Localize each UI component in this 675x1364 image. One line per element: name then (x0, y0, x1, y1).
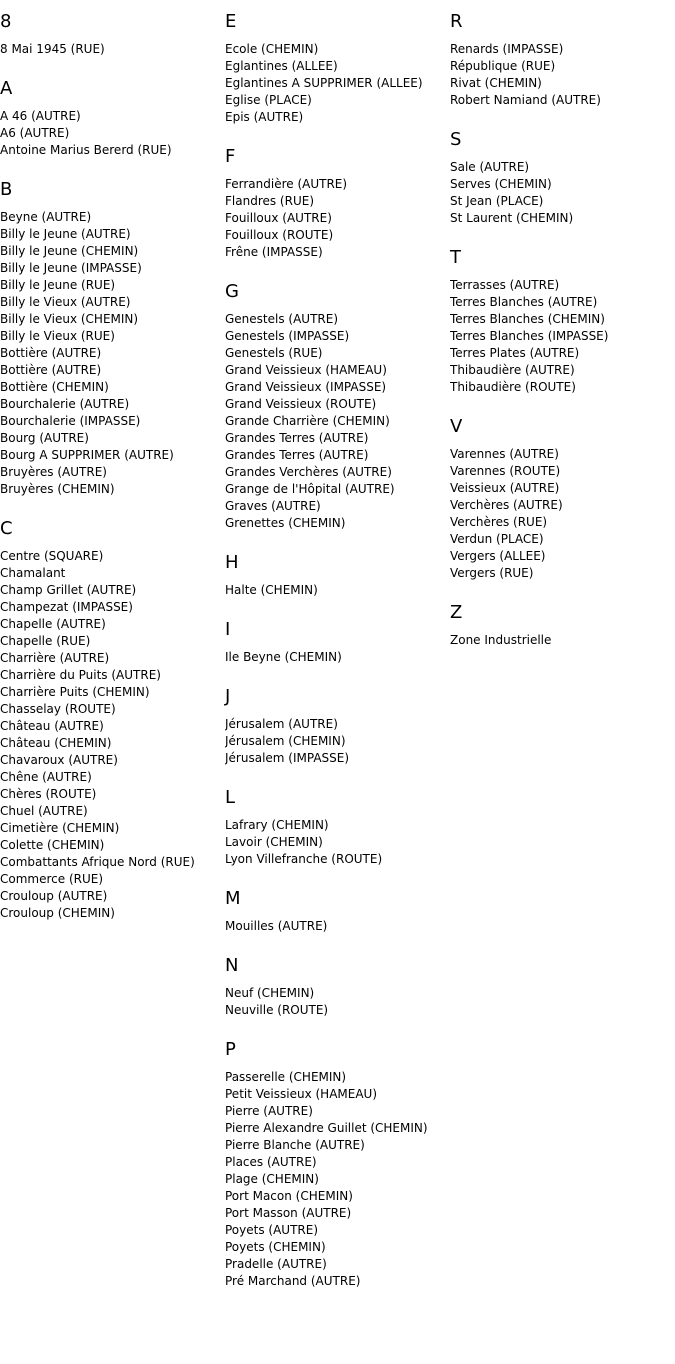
street-link[interactable]: Port Masson (AUTRE) (225, 1206, 352, 1220)
street-link[interactable]: Petit Veissieux (HAMEAU) (225, 1087, 378, 1101)
street-link[interactable]: Eglantines A SUPPRIMER (ALLEE) (225, 76, 423, 90)
street-link[interactable]: Poyets (AUTRE) (225, 1223, 319, 1237)
street-link[interactable]: Chasselay (ROUTE) (0, 702, 116, 716)
street-list-item (225, 176, 450, 193)
letter-section (225, 146, 450, 261)
section-letter-heading: J (225, 686, 231, 707)
street-link[interactable]: Thibaudière (AUTRE) (450, 363, 575, 377)
street-link[interactable]: Bourg A SUPPRIMER (AUTRE) (0, 448, 174, 462)
street-link[interactable]: Lafrary (CHEMIN) (225, 818, 329, 832)
section-letter-heading: E (225, 11, 237, 32)
letter-section (225, 281, 450, 532)
street-link[interactable]: Chamalant (0, 566, 66, 580)
street-link[interactable]: Halte (CHEMIN) (225, 583, 318, 597)
street-link[interactable]: Sale (AUTRE) (450, 160, 530, 174)
street-list-item (225, 649, 450, 666)
street-list-item (0, 633, 225, 650)
street-list (225, 311, 450, 532)
street-link[interactable]: Grand Veissieux (HAMEAU) (225, 363, 387, 377)
street-list (225, 41, 450, 126)
letter-section (0, 78, 225, 159)
section-letter-heading: L (225, 787, 236, 808)
street-link[interactable]: Combattants Afrique Nord (RUE) (0, 855, 195, 869)
street-link[interactable]: Beyne (AUTRE) (0, 210, 92, 224)
street-link[interactable]: Pierre Alexandre Guillet (CHEMIN) (225, 1121, 428, 1135)
street-list-item (450, 548, 675, 565)
street-link[interactable]: Colette (CHEMIN) (0, 838, 105, 852)
street-list-item (225, 834, 450, 851)
section-letter-heading: V (450, 416, 463, 437)
letter-section (225, 686, 450, 767)
street-list-item (0, 616, 225, 633)
section-letter-heading: H (225, 552, 239, 573)
street-index-column-2 (225, 0, 450, 1310)
street-list-item (225, 396, 450, 413)
street-list-item (450, 379, 675, 396)
street-list-item (0, 41, 225, 58)
street-list-item (225, 328, 450, 345)
street-link[interactable]: Zone Industrielle (450, 633, 552, 647)
street-list-item (225, 447, 450, 464)
street-link[interactable]: Billy le Vieux (CHEMIN) (0, 312, 139, 326)
street-list (450, 41, 675, 109)
street-list-item (450, 92, 675, 109)
street-list-item (225, 430, 450, 447)
street-link[interactable]: Lyon Villefranche (ROUTE) (225, 852, 383, 866)
street-link[interactable]: Bottière (AUTRE) (0, 346, 102, 360)
street-list-item (225, 362, 450, 379)
street-link[interactable]: Verdun (PLACE) (450, 532, 544, 546)
street-link[interactable]: Terres Blanches (AUTRE) (450, 295, 598, 309)
letter-section (225, 955, 450, 1019)
street-list-item (0, 752, 225, 769)
street-list (225, 985, 450, 1019)
street-list-item (0, 142, 225, 159)
street-list-item (225, 413, 450, 430)
street-list-item (450, 565, 675, 582)
street-list-item (225, 1256, 450, 1273)
street-index-column-3 (450, 0, 675, 669)
street-index-column-1 (0, 0, 225, 942)
street-link[interactable]: Port Macon (CHEMIN) (225, 1189, 353, 1203)
street-list-item (0, 226, 225, 243)
section-letter-heading: P (225, 1039, 236, 1060)
street-list-item (0, 311, 225, 328)
street-link[interactable]: Grand Veissieux (ROUTE) (225, 397, 377, 411)
street-list-item (0, 345, 225, 362)
street-list-item (0, 769, 225, 786)
street-list-item (450, 41, 675, 58)
street-list-item (225, 210, 450, 227)
section-letter-heading: F (225, 146, 236, 167)
street-link[interactable]: Ile Beyne (CHEMIN) (225, 650, 342, 664)
street-link[interactable]: Passerelle (CHEMIN) (225, 1070, 347, 1084)
street-list-item (450, 362, 675, 379)
street-list-item (0, 871, 225, 888)
street-link[interactable]: Cimetière (CHEMIN) (0, 821, 120, 835)
street-list-item (450, 446, 675, 463)
street-list-item (225, 1069, 450, 1086)
street-list-item (225, 227, 450, 244)
street-list-item (450, 497, 675, 514)
street-link[interactable]: Verchères (RUE) (450, 515, 548, 529)
street-link[interactable]: Grandes Verchères (AUTRE) (225, 465, 392, 479)
street-link[interactable]: Centre (SQUARE) (0, 549, 104, 563)
street-list (225, 817, 450, 868)
street-link[interactable]: Chavaroux (AUTRE) (0, 753, 118, 767)
letter-section (0, 518, 225, 922)
street-link[interactable]: Terres Blanches (CHEMIN) (450, 312, 605, 326)
street-list-item (225, 345, 450, 362)
street-link[interactable]: Billy le Jeune (IMPASSE) (0, 261, 142, 275)
street-link[interactable]: Fouilloux (ROUTE) (225, 228, 334, 242)
street-list-item (0, 548, 225, 565)
street-list-item (450, 193, 675, 210)
street-list-item (0, 905, 225, 922)
street-link[interactable]: Varennes (AUTRE) (450, 447, 559, 461)
street-list-item (225, 515, 450, 532)
street-link[interactable]: Pradelle (AUTRE) (225, 1257, 327, 1271)
street-list-item (225, 1086, 450, 1103)
street-list-item (225, 750, 450, 767)
street-link[interactable]: Jérusalem (AUTRE) (225, 717, 338, 731)
street-list-item (450, 58, 675, 75)
street-list (0, 41, 225, 58)
street-list (225, 176, 450, 261)
street-list-item (0, 701, 225, 718)
street-list (450, 446, 675, 582)
street-list-item (0, 108, 225, 125)
street-list-item (0, 209, 225, 226)
street-link[interactable]: 8 Mai 1945 (RUE) (0, 42, 105, 56)
street-list-item (225, 109, 450, 126)
street-list-item (0, 328, 225, 345)
street-link[interactable]: Ecole (CHEMIN) (225, 42, 319, 56)
street-link[interactable]: Ferrandière (AUTRE) (225, 177, 348, 191)
street-link[interactable]: Bourchalerie (IMPASSE) (0, 414, 141, 428)
street-list-item (0, 294, 225, 311)
street-list-item (450, 210, 675, 227)
street-link[interactable]: Eglise (PLACE) (225, 93, 312, 107)
street-list-item (0, 599, 225, 616)
section-letter-heading: I (225, 619, 231, 640)
street-link[interactable]: Jérusalem (CHEMIN) (225, 734, 346, 748)
street-link[interactable]: Mouilles (AUTRE) (225, 919, 328, 933)
street-list (225, 1069, 450, 1290)
street-list-item (0, 718, 225, 735)
street-list-item (0, 650, 225, 667)
letter-section (0, 179, 225, 498)
street-list (0, 108, 225, 159)
street-list-item (450, 176, 675, 193)
street-link[interactable]: Crouloup (AUTRE) (0, 889, 108, 903)
letter-section (225, 11, 450, 126)
street-link[interactable]: Lavoir (CHEMIN) (225, 835, 323, 849)
street-link[interactable]: Genestels (IMPASSE) (225, 329, 350, 343)
section-letter-heading: T (450, 247, 461, 268)
street-list-item (0, 481, 225, 498)
letter-section (450, 416, 675, 582)
street-list-item (0, 362, 225, 379)
street-list-item (0, 447, 225, 464)
street-list-item (0, 786, 225, 803)
street-link[interactable]: Château (CHEMIN) (0, 736, 112, 750)
street-list-item (0, 837, 225, 854)
street-list-item (450, 514, 675, 531)
street-list (450, 277, 675, 396)
street-link[interactable]: Charrière (AUTRE) (0, 651, 110, 665)
street-list (0, 209, 225, 498)
street-list-item (225, 498, 450, 515)
section-letter-heading: N (225, 955, 239, 976)
street-link[interactable]: Fouilloux (AUTRE) (225, 211, 332, 225)
street-list-item (450, 463, 675, 480)
section-letter-heading: A (0, 78, 13, 99)
street-list-item (0, 565, 225, 582)
street-link[interactable]: Champezat (IMPASSE) (0, 600, 133, 614)
street-link[interactable]: Terrasses (AUTRE) (450, 278, 560, 292)
street-link[interactable]: Champ Grillet (AUTRE) (0, 583, 137, 597)
street-list-item (225, 1137, 450, 1154)
street-link[interactable]: Varennes (ROUTE) (450, 464, 561, 478)
street-list (450, 632, 675, 649)
street-list-item (225, 918, 450, 935)
street-list-item (450, 480, 675, 497)
street-link[interactable]: Vergers (RUE) (450, 566, 534, 580)
street-link[interactable]: Graves (AUTRE) (225, 499, 321, 513)
street-list-item (225, 716, 450, 733)
street-list-item (225, 244, 450, 261)
street-list-item (0, 735, 225, 752)
street-link[interactable]: Serves (CHEMIN) (450, 177, 552, 191)
street-link[interactable]: Bourchalerie (AUTRE) (0, 397, 130, 411)
street-list-item (0, 277, 225, 294)
letter-section (225, 888, 450, 935)
street-list-item (450, 277, 675, 294)
street-link[interactable]: Grange de l'Hôpital (AUTRE) (225, 482, 395, 496)
street-list (225, 918, 450, 935)
street-link[interactable]: Epis (AUTRE) (225, 110, 304, 124)
street-link[interactable]: Grandes Terres (AUTRE) (225, 431, 369, 445)
street-list-item (0, 243, 225, 260)
street-list-item (0, 260, 225, 277)
street-link[interactable]: St Laurent (CHEMIN) (450, 211, 574, 225)
street-link[interactable]: Rivat (CHEMIN) (450, 76, 542, 90)
street-list-item (225, 1171, 450, 1188)
street-list-item (225, 1154, 450, 1171)
street-link[interactable]: Plage (CHEMIN) (225, 1172, 319, 1186)
section-letter-heading: Z (450, 602, 463, 623)
street-list-item (450, 632, 675, 649)
street-list-item (225, 1002, 450, 1019)
street-list-item (0, 396, 225, 413)
street-link[interactable]: Thibaudière (ROUTE) (450, 380, 576, 394)
street-list-item (225, 464, 450, 481)
street-list-item (225, 311, 450, 328)
street-link[interactable]: Antoine Marius Bererd (RUE) (0, 143, 172, 157)
street-list-item (0, 803, 225, 820)
street-list-item (225, 193, 450, 210)
street-list (0, 548, 225, 922)
street-list-item (225, 1273, 450, 1290)
section-letter-heading: G (225, 281, 239, 302)
street-link[interactable]: Grand Veissieux (IMPASSE) (225, 380, 387, 394)
street-list-item (225, 851, 450, 868)
street-link[interactable]: Chapelle (RUE) (0, 634, 91, 648)
street-list-item (225, 75, 450, 92)
street-link[interactable]: Robert Namiand (AUTRE) (450, 93, 601, 107)
street-list-item (225, 92, 450, 109)
street-link[interactable]: Billy le Jeune (AUTRE) (0, 227, 131, 241)
street-link[interactable]: Chêne (AUTRE) (0, 770, 92, 784)
street-link[interactable]: Pierre (AUTRE) (225, 1104, 313, 1118)
street-list-item (450, 75, 675, 92)
street-list-item (0, 667, 225, 684)
street-link[interactable]: Charrière Puits (CHEMIN) (0, 685, 150, 699)
street-link[interactable]: Terres Plates (AUTRE) (450, 346, 580, 360)
street-link[interactable]: Bruyères (CHEMIN) (0, 482, 115, 496)
street-list-item (225, 58, 450, 75)
street-list-item (0, 888, 225, 905)
street-list (225, 649, 450, 666)
street-list-item (0, 430, 225, 447)
street-link[interactable]: Billy le Jeune (RUE) (0, 278, 116, 292)
street-list-item (225, 1222, 450, 1239)
street-list-item (225, 1205, 450, 1222)
street-list-item (0, 413, 225, 430)
street-link[interactable]: Verchères (AUTRE) (450, 498, 563, 512)
letter-section (225, 619, 450, 666)
section-letter-heading: 8 (0, 11, 12, 32)
letter-section (0, 11, 225, 58)
section-letter-heading: S (450, 129, 462, 150)
letter-section (225, 552, 450, 599)
street-list-item (225, 1188, 450, 1205)
street-link[interactable]: A6 (AUTRE) (0, 126, 70, 140)
street-list-item (450, 311, 675, 328)
letter-section (450, 247, 675, 396)
street-list-item (225, 817, 450, 834)
street-link[interactable]: Grande Charrière (CHEMIN) (225, 414, 390, 428)
street-link[interactable]: Pré Marchand (AUTRE) (225, 1274, 361, 1288)
street-link[interactable]: St Jean (PLACE) (450, 194, 544, 208)
street-link[interactable]: Bruyères (AUTRE) (0, 465, 107, 479)
street-list-item (450, 294, 675, 311)
street-link[interactable]: A 46 (AUTRE) (0, 109, 81, 123)
street-link[interactable]: Renards (IMPASSE) (450, 42, 564, 56)
street-link[interactable]: Grenettes (CHEMIN) (225, 516, 346, 530)
street-link[interactable]: Bottière (AUTRE) (0, 363, 102, 377)
street-list-item (0, 125, 225, 142)
street-list-item (225, 1120, 450, 1137)
street-list-item (225, 379, 450, 396)
street-list-item (225, 733, 450, 750)
street-list-item (225, 1103, 450, 1120)
section-letter-heading: B (0, 179, 13, 200)
section-letter-heading: R (450, 11, 463, 32)
street-link[interactable]: Bourg (AUTRE) (0, 431, 89, 445)
street-list-item (0, 820, 225, 837)
street-link[interactable]: Crouloup (CHEMIN) (0, 906, 115, 920)
street-link[interactable]: Chuel (AUTRE) (0, 804, 88, 818)
street-link[interactable]: Neuville (ROUTE) (225, 1003, 329, 1017)
section-letter-heading: C (0, 518, 13, 539)
street-list-item (0, 379, 225, 396)
street-list-item (225, 481, 450, 498)
street-list-item (0, 582, 225, 599)
street-link[interactable]: Charrière du Puits (AUTRE) (0, 668, 161, 682)
street-list-item (0, 684, 225, 701)
street-list (225, 716, 450, 767)
street-list (450, 159, 675, 227)
street-list-item (450, 328, 675, 345)
letter-section (450, 11, 675, 109)
street-list-item (225, 1239, 450, 1256)
street-list-item (450, 345, 675, 362)
letter-section (225, 1039, 450, 1290)
letter-section (450, 129, 675, 227)
street-link[interactable]: Neuf (CHEMIN) (225, 986, 315, 1000)
street-link[interactable]: Eglantines (ALLEE) (225, 59, 338, 73)
street-link[interactable]: Flandres (RUE) (225, 194, 314, 208)
street-list-item (225, 582, 450, 599)
street-list-item (0, 854, 225, 871)
street-link[interactable]: Château (AUTRE) (0, 719, 104, 733)
street-link[interactable]: Billy le Vieux (AUTRE) (0, 295, 131, 309)
street-link[interactable]: Jérusalem (IMPASSE) (225, 751, 350, 765)
street-link[interactable]: Chapelle (AUTRE) (0, 617, 106, 631)
street-link[interactable]: Bottière (CHEMIN) (0, 380, 109, 394)
street-list-item (225, 985, 450, 1002)
street-link[interactable]: Billy le Jeune (CHEMIN) (0, 244, 139, 258)
section-letter-heading: M (225, 888, 241, 909)
street-link[interactable]: Commerce (RUE) (0, 872, 104, 886)
street-link[interactable]: Pierre Blanche (AUTRE) (225, 1138, 365, 1152)
street-link[interactable]: République (RUE) (450, 59, 556, 73)
street-list-item (225, 41, 450, 58)
street-list-item (450, 159, 675, 176)
street-link[interactable]: Terres Blanches (IMPASSE) (450, 329, 609, 343)
street-link[interactable]: Chères (ROUTE) (0, 787, 97, 801)
street-link[interactable]: Vergers (ALLEE) (450, 549, 546, 563)
street-link[interactable]: Veissieux (AUTRE) (450, 481, 560, 495)
street-link[interactable]: Places (AUTRE) (225, 1155, 317, 1169)
street-link[interactable]: Billy le Vieux (RUE) (0, 329, 115, 343)
street-link[interactable]: Genestels (RUE) (225, 346, 323, 360)
street-list-item (0, 464, 225, 481)
street-link[interactable]: Genestels (AUTRE) (225, 312, 339, 326)
street-list (225, 582, 450, 599)
letter-section (225, 787, 450, 868)
street-list-item (450, 531, 675, 548)
street-link[interactable]: Frêne (IMPASSE) (225, 245, 323, 259)
street-link[interactable]: Grandes Terres (AUTRE) (225, 448, 369, 462)
street-link[interactable]: Poyets (CHEMIN) (225, 1240, 326, 1254)
letter-section (450, 602, 675, 649)
